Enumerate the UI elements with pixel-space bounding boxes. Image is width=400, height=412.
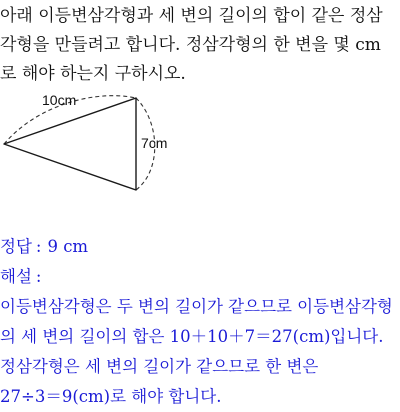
answer-heading: 정답 <box>0 237 32 256</box>
explanation-line-1: 이등변삼각형은 두 변의 길이가 같으므로 이등변삼각형 <box>0 297 393 316</box>
isosceles-triangle-figure <box>0 92 200 194</box>
explanation-heading: 해설 <box>0 267 32 286</box>
question-line-1: 아래 이등변삼각형과 세 변의 길이의 합이 같은 정삼 <box>0 6 383 26</box>
answer-value: 9 cm <box>47 237 89 256</box>
equal-side-length-label: 10cm <box>42 92 77 108</box>
triangle-shape <box>4 98 136 190</box>
triangle-diagram <box>0 92 200 194</box>
answer-separator: : <box>35 237 42 256</box>
base-length-label: 7cm <box>141 135 168 151</box>
question-line-3: 로 해야 하는지 구하시오. <box>0 64 186 84</box>
explanation-heading-line <box>0 262 400 292</box>
explanation-line-4: 27÷3＝9(cm)로 해야 합니다. <box>0 387 222 406</box>
explanation-line-2: 의 세 변의 길이의 합은 10＋10＋7＝27(cm)입니다. <box>0 327 384 346</box>
explanation-separator: : <box>35 267 42 286</box>
question-line-2: 각형을 만들려고 합니다. 정삼각형의 한 변을 몇 cm <box>0 35 381 55</box>
answer-line <box>0 232 400 262</box>
question-text <box>0 2 400 89</box>
explanation-line-3: 정삼각형은 세 변의 길이가 같으므로 한 변은 <box>0 357 319 376</box>
solution-block <box>0 232 400 412</box>
